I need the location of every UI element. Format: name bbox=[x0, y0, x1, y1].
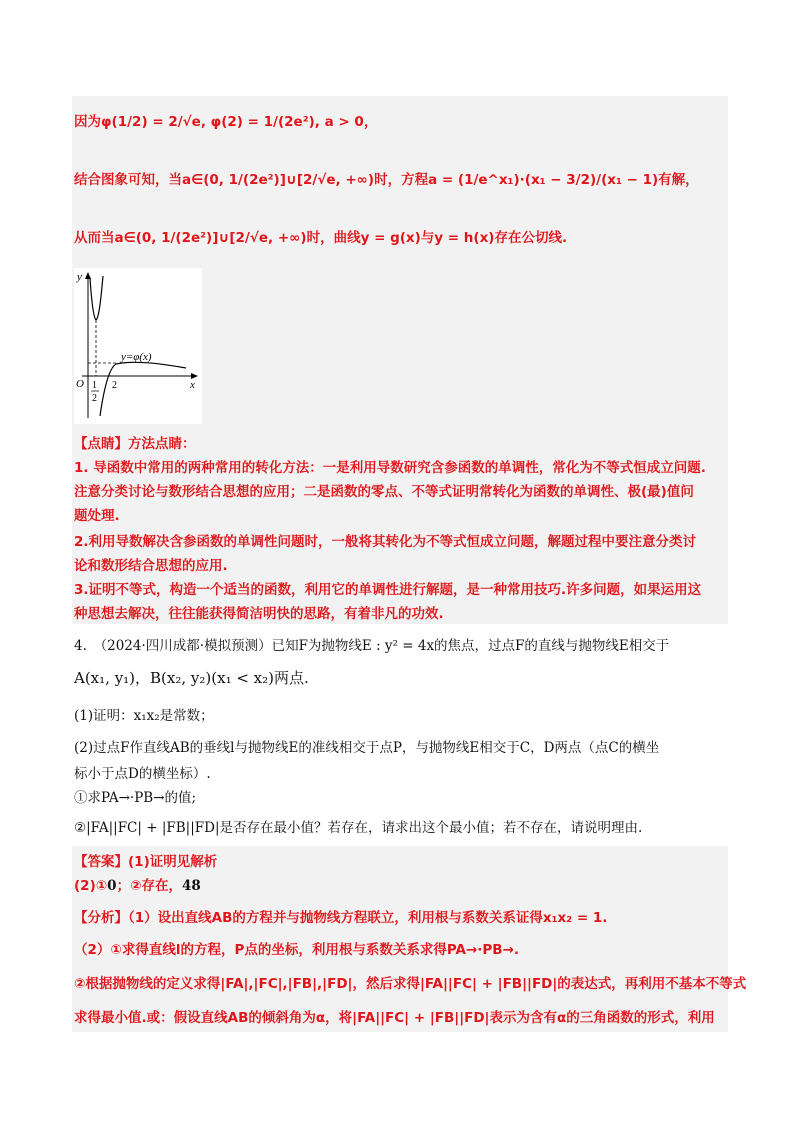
answer-part2-mid: ；②存在， bbox=[116, 878, 183, 894]
analysis-line-1: 【分析】（1）设出直线AB的方程并与抛物线方程联立，利用根与系数关系证得x₁x₂ = 1. bbox=[74, 910, 608, 926]
graph-curve-label: y=φ(x) bbox=[121, 351, 152, 363]
answer-part2-label: (2)① bbox=[74, 878, 108, 894]
graph-tick-half-numerator: 1 bbox=[92, 380, 97, 391]
answer-line-1: 【答案】(1)证明见解析 bbox=[74, 854, 218, 870]
solution-line-1: 因为φ(1/2) = 2/√e, φ(2) = 1/(2e²), a > 0， bbox=[74, 114, 378, 130]
analysis-line-4: 求得最小值.或：假设直线AB的倾斜角为α，将|FA||FC| + |FB||FD|表示为含有α的三角函数的形式，利用 bbox=[74, 1010, 715, 1026]
tips-line-3: 题处理. bbox=[74, 508, 120, 524]
problem-part-2b: 标小于点D的横坐标）. bbox=[74, 766, 211, 782]
tips-line-5: 论和数形结合思想的应用. bbox=[74, 558, 228, 574]
tips-line-6: 3.证明不等式，构造一个适当的函数，利用它的单调性进行解题，是一种常用技巧.许多问题，如果运用这 bbox=[74, 582, 702, 598]
graph-y-axis-label: y bbox=[77, 271, 82, 283]
tips-line-7: 种思想去解决，往往能获得简洁明快的思路，有着非凡的功效. bbox=[74, 606, 444, 622]
graph-tick-two: 2 bbox=[112, 380, 117, 391]
answer-shade bbox=[72, 846, 728, 1032]
phi-function-graph bbox=[74, 268, 202, 424]
problem-line-2: A(x₁, y₁)，B(x₂, y₂)(x₁ < x₂)两点. bbox=[74, 669, 309, 687]
problem-part-2a: (2)过点F作直线AB的垂线l与抛物线E的准线相交于点P，与抛物线E相交于C，D两点（点C的横坐 bbox=[74, 740, 660, 756]
graph-x-axis-label: x bbox=[190, 379, 195, 391]
tips-line-4: 2.利用导数解决含参函数的单调性问题时，一般将其转化为不等式恒成立问题，解题过程中要注意分类讨 bbox=[74, 534, 697, 550]
problem-sub-1: ①求PA→·PB→的值; bbox=[74, 790, 197, 806]
problem-line-1: 4. （2024·四川成都·模拟预测）已知F为抛物线E : y² = 4x的焦点，过点F的直线与抛物线E相交于 bbox=[74, 638, 670, 654]
analysis-line-3: ②根据抛物线的定义求得|FA|,|FC|,|FB|,|FD|，然后求得|FA||FC| + |FB||FD|的表达式，再利用不基本不等式 bbox=[74, 976, 747, 992]
answer-line-2 bbox=[74, 876, 201, 896]
graph-origin-label: O bbox=[76, 378, 84, 390]
graph-tick-half-denominator: 2 bbox=[92, 393, 97, 404]
tips-line-1: 1. 导函数中常用的两种常用的转化方法：一是利用导数研究含参函数的单调性，常化为不等式恒成立问题. bbox=[74, 460, 706, 476]
answer-value-2: 48 bbox=[182, 878, 201, 894]
problem-part-1: (1)证明：x₁x₂是常数； bbox=[74, 708, 214, 724]
solution-line-2: 结合图象可知，当a∈(0, 1/(2e²)]∪[2/√e, +∞)时，方程a = (1/e^x₁)·(x₁ − 3/2)/(x₁ − 1)有解， bbox=[74, 172, 699, 188]
analysis-line-2: （2）①求得直线l的方程，P点的坐标，利用根与系数关系求得PA→·PB→. bbox=[74, 942, 520, 958]
tips-line-2: 注意分类讨论与数形结合思想的应用；二是函数的零点、不等式证明常转化为函数的单调性、极(最)值问 bbox=[74, 484, 694, 500]
solution-line-3: 从而当a∈(0, 1/(2e²)]∪[2/√e, +∞)时，曲线y = g(x)与y = h(x)存在公切线. bbox=[74, 230, 568, 246]
tips-heading: 【点睛】方法点睛： bbox=[74, 436, 196, 452]
answer-value-1: 0 bbox=[107, 878, 117, 894]
problem-sub-2: ②|FA||FC| + |FB||FD|是否存在最小值？若存在，请求出这个最小值；若不存在，请说明理由. bbox=[74, 820, 643, 836]
